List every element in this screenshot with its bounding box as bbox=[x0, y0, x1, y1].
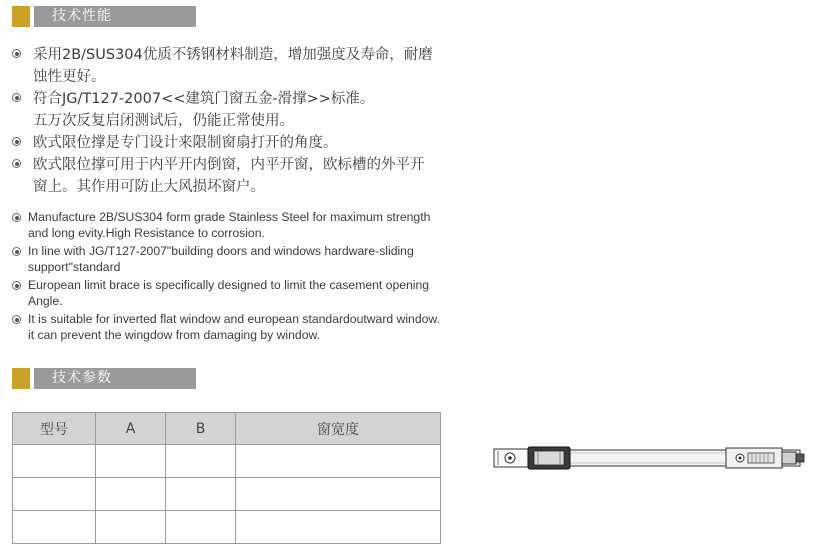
list-item-line: it can prevent the wingdow from damaging by window. bbox=[28, 327, 320, 342]
product-image-limit-brace bbox=[490, 440, 812, 480]
list-item-line: 符合JG/T127-2007<<建筑门窗五金-滑撑>>标准。 bbox=[33, 91, 375, 107]
list-item-line: Angle. bbox=[28, 293, 63, 308]
limit-brace-illustration bbox=[490, 440, 812, 476]
bullet-icon bbox=[12, 159, 21, 168]
header-accent-block bbox=[12, 368, 30, 389]
column-header-window-width: 窗宽度 bbox=[236, 413, 441, 445]
list-item-line: support"standard bbox=[28, 259, 121, 274]
bullet-icon bbox=[12, 137, 21, 146]
list-item-line: 采用2B/SUS304优质不锈钢材料制造，增加强度及寿命，耐磨 bbox=[33, 47, 433, 63]
list-item bbox=[11, 244, 481, 275]
list-item bbox=[11, 210, 481, 241]
table-row bbox=[13, 445, 441, 478]
column-header-model: 型号 bbox=[13, 413, 96, 445]
list-item-line: 欧式限位撑是专门设计来限制窗扇打开的角度。 bbox=[33, 135, 338, 151]
list-item-line: European limit brace is specifically designed to limit the casement opening bbox=[28, 278, 430, 292]
bullet-icon bbox=[12, 93, 21, 102]
bullet-icon bbox=[12, 213, 21, 222]
table-cell bbox=[236, 478, 441, 511]
bullet-icon bbox=[12, 49, 21, 58]
column-header-a: A bbox=[96, 413, 166, 445]
table-cell bbox=[96, 445, 166, 478]
list-item-line: It is suitable for inverted flat window and european standardoutward window. bbox=[28, 312, 440, 326]
bullet-icon bbox=[12, 315, 21, 324]
table-cell bbox=[96, 478, 166, 511]
performance-list-cn bbox=[11, 44, 481, 198]
column-header-b: B bbox=[166, 413, 236, 445]
list-item-line: 窗上。其作用可防止大风损坏窗户。 bbox=[33, 179, 265, 195]
list-item-line: and long evity.High Resistance to corrosion. bbox=[28, 225, 265, 240]
table-header-row bbox=[13, 413, 441, 445]
performance-list-en bbox=[11, 210, 481, 346]
list-item-line: In line with JG/T127-2007"building doors and windows hardware-sliding bbox=[28, 244, 414, 258]
bullet-icon bbox=[12, 247, 21, 256]
list-item bbox=[11, 44, 481, 88]
table-cell bbox=[13, 511, 96, 544]
spec-table bbox=[12, 412, 441, 544]
header-accent-block bbox=[12, 6, 30, 27]
table-cell bbox=[166, 511, 236, 544]
list-item-line: 欧式限位撑可用于内平开内倒窗，内平开窗，欧标槽的外平开 bbox=[33, 157, 425, 173]
table-cell bbox=[236, 445, 441, 478]
list-item bbox=[11, 312, 481, 343]
list-item bbox=[11, 154, 481, 198]
table-cell bbox=[13, 478, 96, 511]
table-row bbox=[13, 478, 441, 511]
section-header-params bbox=[12, 368, 196, 389]
table-cell bbox=[166, 445, 236, 478]
list-item bbox=[11, 88, 481, 132]
bullet-icon bbox=[12, 281, 21, 290]
list-item-line: Manufacture 2B/SUS304 form grade Stainless Steel for maximum strength bbox=[28, 210, 431, 224]
section-title-params: 技术参数 bbox=[52, 370, 112, 386]
table-cell bbox=[96, 511, 166, 544]
table-cell bbox=[236, 511, 441, 544]
list-item-line: 蚀性更好。 bbox=[33, 69, 106, 85]
list-item bbox=[11, 278, 481, 309]
list-item bbox=[11, 132, 481, 154]
table-cell bbox=[13, 445, 96, 478]
section-title-performance: 技术性能 bbox=[52, 8, 112, 24]
list-item-line: 五万次反复启闭测试后，仍能正常使用。 bbox=[33, 113, 294, 129]
table-row bbox=[13, 511, 441, 544]
section-header-performance bbox=[12, 6, 196, 27]
table-cell bbox=[166, 478, 236, 511]
